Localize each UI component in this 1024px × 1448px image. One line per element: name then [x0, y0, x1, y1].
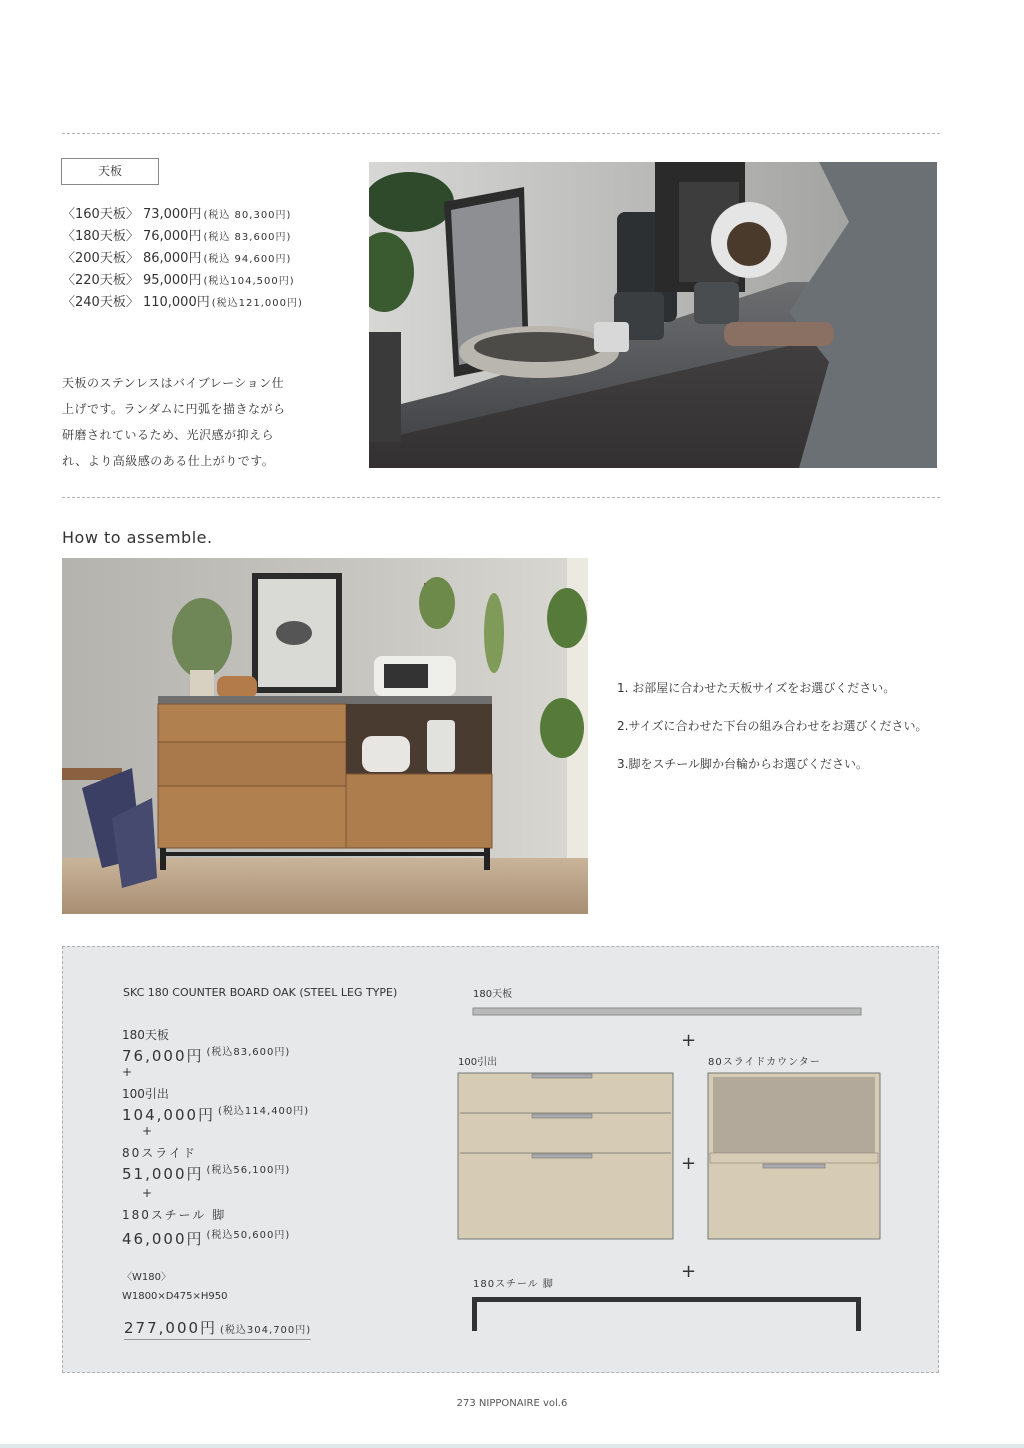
price-line: 〈180天板〉 76,000円 (税込 83,600円)	[62, 229, 292, 244]
plus-icon: +	[681, 1261, 697, 1282]
price-line: 〈160天板〉 73,000円 (税込 80,300円)	[62, 207, 292, 222]
plus-icon: +	[681, 1030, 697, 1051]
price-line: 〈200天板〉 86,000円 (税込 94,600円)	[62, 251, 292, 266]
product-name: SKC 180 COUNTER BOARD OAK (STEEL LEG TYPE)	[123, 986, 398, 999]
spec-item-price: 51,000円 $^{(税込56,100円)}$	[122, 1165, 291, 1183]
divider-top	[62, 133, 940, 134]
spec-item-price: 76,000円 $^{(税込83,600円)}$	[122, 1047, 291, 1065]
diagram-slide-unit	[708, 1073, 880, 1239]
spec-item-price: 104,000円 $^{(税込114,400円)}$	[122, 1106, 310, 1124]
price-line: 〈220天板〉 95,000円 (税込104,500円)	[62, 273, 295, 288]
tenban-tag: 天板	[61, 158, 159, 185]
plus-icon: +	[681, 1153, 697, 1174]
price-line: 〈240天板〉 110,000円 (税込121,000円)	[62, 295, 303, 310]
spec-item-name: 80スライド	[122, 1146, 197, 1160]
diagram-top-board	[473, 1008, 861, 1015]
stainless-description: 天板のステンレスはバイブレーション仕 上げです。ランダムに円弧を描きながら 研磨されているため、光沢感が抑えら れ、より高級感のある仕上がりです。	[62, 376, 286, 468]
diagram-top-label: 180天板	[473, 989, 513, 1000]
page-footer: 273 NIPPONAIRE vol.6	[456, 1398, 568, 1409]
spec-item-price: 46,000円 $^{(税込50,600円)}$	[122, 1230, 291, 1248]
plus-icon: +	[142, 1124, 153, 1138]
cabinet-photo	[62, 558, 588, 914]
assemble-step: 3.脚をスチール脚か台輪からお選びください。	[617, 757, 868, 771]
diagram-leg-label: 180スチール 脚	[473, 1279, 554, 1290]
diagram-steel-leg	[472, 1297, 861, 1331]
coffee-scene-photo	[369, 162, 937, 468]
spec-item-name: 180スチール 脚	[122, 1208, 227, 1222]
coffee-scene-illustration	[369, 162, 937, 468]
diagram-drawer-unit	[458, 1073, 673, 1239]
cabinet-illustration	[62, 558, 588, 914]
diagram-left-label: 100引出	[458, 1057, 498, 1068]
divider-middle	[62, 497, 940, 498]
dimensions: W1800×D475×H950	[122, 1291, 228, 1302]
spec-item-name: 180天板	[122, 1028, 169, 1042]
size-label: 〈W180〉	[122, 1272, 171, 1283]
spec-item-name: 100引出	[122, 1087, 169, 1101]
assemble-step: 2.サイズに合わせた下台の組み合わせをお選びください。	[617, 719, 928, 733]
diagram-right-label: 80スライドカウンター	[708, 1057, 821, 1068]
assemble-title: How to assemble.	[62, 528, 213, 547]
footer-bar	[0, 1444, 1024, 1448]
assemble-step: 1. お部屋に合わせた天板サイズをお選びください。	[617, 681, 896, 695]
plus-icon: +	[122, 1065, 133, 1079]
plus-icon: +	[142, 1186, 153, 1200]
total-price: 277,000円 (税込304,700円)	[124, 1317, 311, 1340]
assembly-diagram	[450, 1000, 890, 1340]
